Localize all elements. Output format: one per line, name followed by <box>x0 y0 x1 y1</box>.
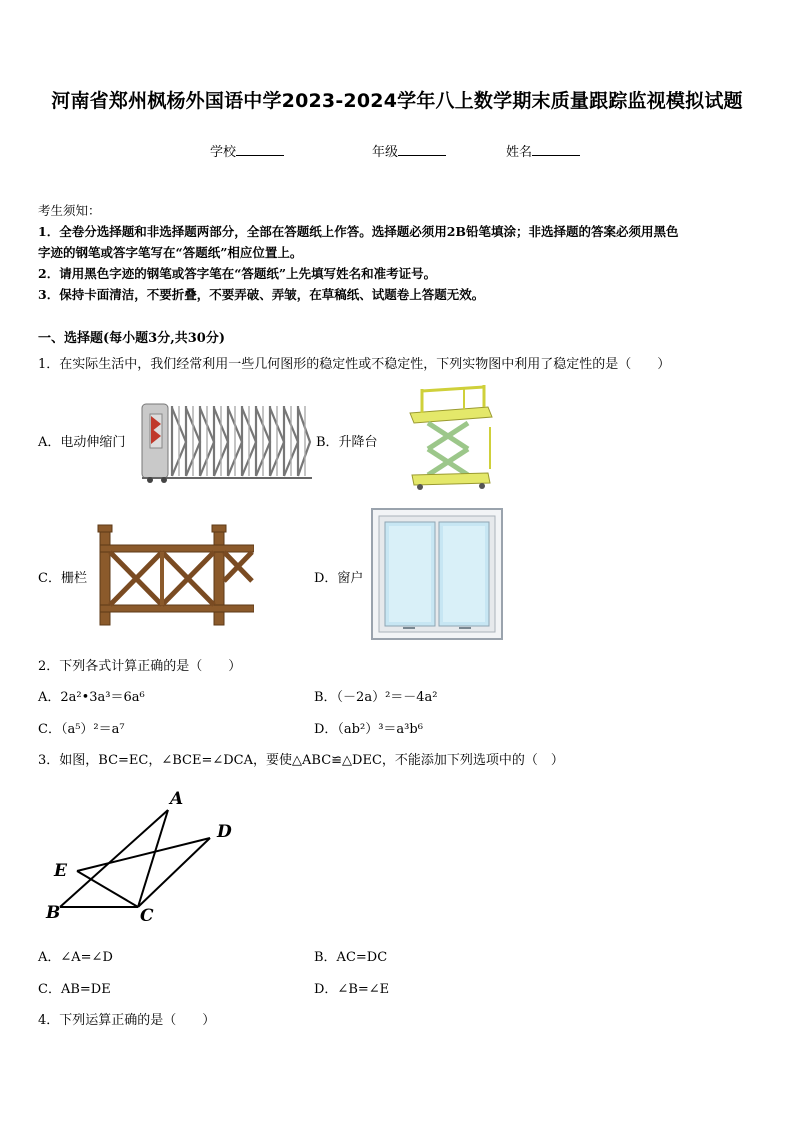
q1-stem: 1．在实际生活中，我们经常利用一些几何图形的稳定性或不稳定性，下列实物图中利用了稳定性的是（ ） <box>38 357 671 372</box>
q3-triangle-figure <box>40 786 240 928</box>
name-label: 姓名 <box>506 145 533 160</box>
lifting-platform-image <box>404 383 494 493</box>
q2-option-b[interactable] <box>314 686 438 705</box>
q1-option-d[interactable]: D．窗户 <box>314 571 364 586</box>
notice-item-2: 2．请用黑色字迹的钢笔或答字笔在“答题纸”上先填写姓名和准考证号。 <box>38 266 437 281</box>
section-heading: 一、选择题(每小题3分,共30分) <box>38 331 225 346</box>
q2-option-a[interactable] <box>38 686 145 705</box>
retractable-gate-image <box>138 398 314 484</box>
q1-option-a[interactable]: A．电动伸缩门 <box>38 435 126 450</box>
school-blank[interactable] <box>236 143 284 156</box>
school-field <box>210 141 284 160</box>
q2-option-b-text: B．（－2a）²＝－4a² <box>314 690 438 705</box>
figure-label-c: C <box>140 906 154 926</box>
q3-stem: 3．如图，BC=EC，∠BCE=∠DCA，要使△ABC≌△DEC，不能添加下列选项中的（ ） <box>38 753 564 768</box>
q2-option-d-text: D．（ab²）³＝a³b⁶ <box>314 722 423 737</box>
notice-block <box>38 200 763 305</box>
q2-option-c-text: C．（a⁵）²＝a⁷ <box>38 722 125 737</box>
fence-image <box>96 521 254 627</box>
notice-item-1: 1．全卷分选择题和非选择题两部分，全部在答题纸上作答。选择题必须用2B铅笔填涂；非选择题的答案必须用黑色 <box>38 224 679 239</box>
q2-option-d[interactable] <box>314 718 423 737</box>
notice-item-1-cont: 字迹的钢笔或答字笔写在“答题纸”相应位置上。 <box>38 245 303 260</box>
notice-heading: 考生须知： <box>38 203 101 218</box>
window-image <box>371 508 503 640</box>
school-label: 学校 <box>210 145 237 160</box>
grade-label: 年级 <box>372 145 399 160</box>
q3-option-a[interactable]: A．∠A=∠D <box>38 950 113 965</box>
figure-label-b: B <box>46 903 61 923</box>
q2-option-a-text: A．2a²•3a³＝6a⁶ <box>38 690 145 705</box>
grade-blank[interactable] <box>398 143 446 156</box>
figure-label-e: E <box>54 861 67 881</box>
name-field <box>506 141 580 160</box>
q1-option-c[interactable]: C．栅栏 <box>38 571 87 586</box>
grade-field <box>372 141 446 160</box>
q2-stem: 2．下列各式计算正确的是（ ） <box>38 659 242 674</box>
q3-option-b[interactable]: B．AC=DC <box>314 950 388 965</box>
q2-option-c[interactable] <box>38 718 125 737</box>
figure-label-a: A <box>170 789 184 809</box>
notice-item-3: 3．保持卡面清洁，不要折叠，不要弄破、弄皱，在草稿纸、试题卷上答题无效。 <box>38 287 485 302</box>
q3-option-d[interactable]: D．∠B=∠E <box>314 982 390 997</box>
name-blank[interactable] <box>532 143 580 156</box>
page-title: 河南省郑州枫杨外国语中学2023-2024学年八上数学期末质量跟踪监视模拟试题 <box>51 90 743 112</box>
q1-option-b[interactable]: B．升降台 <box>316 435 378 450</box>
q4-stem: 4．下列运算正确的是（ ） <box>38 1013 216 1028</box>
figure-label-d: D <box>217 822 232 842</box>
q3-option-c[interactable]: C．AB=DE <box>38 982 111 997</box>
